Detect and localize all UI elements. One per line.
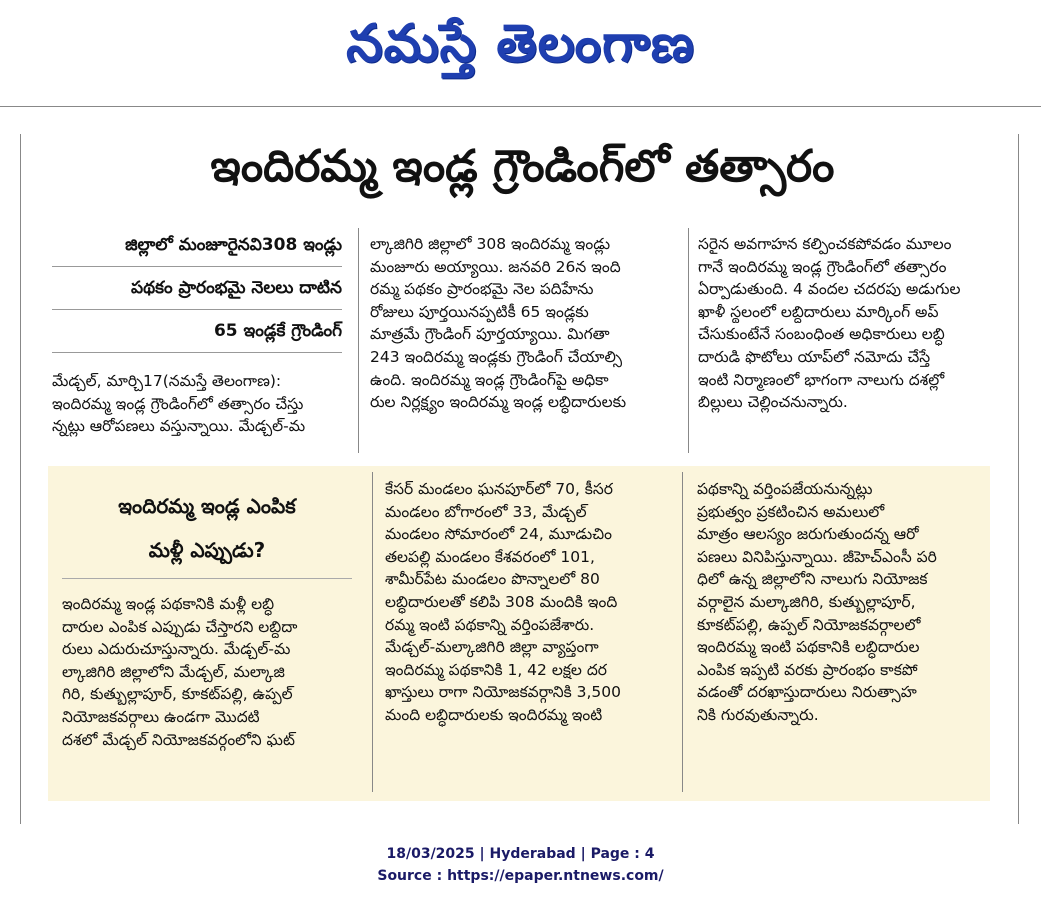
sidebar-column-2 (385, 478, 673, 727)
text-line: కూకట్‌పల్లి, ఉప్పల్ నియోజకవర్గాలలో (697, 615, 921, 634)
footer-date-line: 18/03/2025 | Hyderabad | Page : 4 (386, 846, 655, 862)
newspaper-logo: నమస్తే తెలంగాణ (346, 13, 695, 74)
text-line: రమ్మ ఇంటి పథకాన్ని వర్తింపజేశారు. (385, 615, 595, 634)
text-line: మండలం బోగారంలో 33, మేడ్చల్ (385, 502, 587, 521)
text-line: ఇందిరమ్మ ఇండ్ల పథకానికి మళ్లీ లబ్ధి (62, 595, 275, 613)
text-line: దారుడి ఫొటోలు యాప్‌లో నమోదు చేస్తే (698, 347, 931, 366)
subheads (52, 228, 342, 357)
text-line: ఏర్పాడుతుంది. 4 వందల చదరపు అడుగుల (698, 280, 961, 299)
text-line: ఇందిరమ్మ ఇంటి పథకానికి లబ్ధిదారుల (697, 638, 920, 657)
text-line: ఖాళీ స్థలంలో లబ్ధిదారులు మార్కింగ్ అప్ (698, 302, 939, 321)
text-line: మండలం సోమారంలో 24, మూడుచిం (385, 525, 612, 544)
text-line: న్నట్లు ఆరోపణలు వస్తున్నాయి. మేడ్చల్-మ (52, 417, 306, 436)
text-line: వడంతో దరఖాస్తుదారులు నిరుత్సాహ (697, 683, 917, 702)
text-line: ల్కాజిగిరి జిల్లాలో 308 ఇందిరమ్మ ఇండ్లు (370, 235, 611, 253)
article-column-3 (698, 233, 1010, 414)
text-line: మాత్రం ఆలస్యం జరుగుతుందన్న ఆరో (697, 525, 919, 544)
subhead-line: జిల్లాలో మంజూరైనవి308 ఇండ్లు (52, 228, 342, 267)
text-line: ఉంది. ఇందిరమ్మ ఇండ్ల గ్రౌండింగ్‌పై అధికా (370, 370, 609, 389)
footer-source-line: Source : https://epaper.ntnews.com/ (377, 868, 664, 884)
text-line: ల్కాజిగిరి జిల్లాలోని మేడ్చల్, మల్కాజి (62, 662, 285, 681)
text-line: ఇంటి నిర్మాణంలో భాగంగా నాలుగు దశల్లో (698, 370, 945, 389)
footer (0, 843, 1041, 887)
right-border (1018, 134, 1019, 824)
text-line: తలపల్లి మండలం కేశవరంలో 101, (385, 547, 595, 566)
text-line: మాత్రమే గ్రౌండింగ్ పూర్తయ్యాయి. మిగతా (370, 325, 610, 344)
left-border (20, 134, 21, 824)
sidebar-title-line: మళ్లీ ఎప్పుడు? (148, 538, 266, 562)
subhead-line: పథకం ప్రారంభమై నెలలు దాటిన (52, 271, 342, 310)
text-line: రుల నిర్లక్ష్యం ఇందిరమ్మ ఇండ్ల లబ్ధిదారులకు (370, 393, 627, 412)
text-line: ఖాస్తులు రాగా నియోజకవర్గానికి 3,500 (385, 683, 622, 702)
sidebar-title-line: ఇందిరమ్మ ఇండ్ల ఎంపిక (118, 494, 296, 518)
text-line: ఇందిరమ్మ ఇండ్ల గ్రౌండింగ్‌లో తత్సారం చేస్తు (52, 394, 304, 413)
text-line: రమ్మ పథకం ప్రారంభమై నెల పదిహేను (370, 280, 594, 299)
text-line: నికి గురవుతున్నారు. (697, 705, 819, 724)
text-line: 243 ఇందిరమ్మ ఇండ్లకు గ్రౌండింగ్ చేయాల్సి (370, 347, 623, 366)
column-divider (688, 228, 689, 453)
text-line: ఇందిరమ్మ పథకానికి 1, 42 లక్షల దర (385, 660, 607, 679)
sidebar-divider (372, 472, 373, 792)
text-line: గానే ఇందిరమ్మ ఇండ్ల గ్రౌండింగ్‌లో తత్సారం (698, 257, 947, 276)
sidebar-column-3 (697, 478, 982, 727)
sidebar-column-1 (62, 593, 362, 751)
text-line: ప్రభుత్వం ప్రకటించిన అమలులో (697, 502, 885, 521)
text-line: సరైన అవగాహన కల్పించకపోవడం మూలం (698, 235, 952, 253)
text-line: ఎంపిక ఇప్పటి వరకు ప్రారంభం కాకపో (697, 660, 918, 679)
text-line: కేసర్ మండలం ఘనపూర్‌లో 70, కీసర (385, 480, 613, 498)
text-line: బిల్లులు చెల్లించనున్నారు. (698, 393, 848, 412)
sidebar-title (62, 478, 352, 579)
text-line: శామీర్‌పేట మండలం పొన్నాలలో 80 (385, 570, 600, 589)
text-line: మంది లబ్ధిదారులకు ఇందిరమ్మ ఇంటి (385, 705, 603, 724)
text-line: లబ్ధిదారులతో కలిపి 308 మందికి ఇంది (385, 592, 618, 611)
text-line: రోజులు పూర్తయినప్పటికీ 65 ఇండ్లకు (370, 302, 589, 321)
article-column-1 (52, 370, 350, 438)
masthead (0, 0, 1041, 100)
text-line: పథకాన్ని వర్తింపజేయనున్నట్లు (697, 480, 873, 498)
text-line: వర్గాలైన మల్కాజిగిరి, కుత్బుల్లాపూర్, (697, 592, 916, 611)
text-line: మేడ్చల్-మల్కాజిగిరి జిల్లా వ్యాప్తంగా (385, 638, 599, 657)
headline: ఇందిరమ్మ ఇండ్ల గ్రౌండింగ్‌లో తత్సారం (210, 141, 835, 192)
article-column-2 (370, 233, 680, 414)
column-divider (358, 228, 359, 453)
text-line: దారుల ఎంపిక ఎప్పుడు చేస్తారని లబ్ధిదా (62, 617, 298, 636)
text-line: ధిలో ఉన్న జిల్లాలోని నాలుగు నియోజక (697, 570, 928, 589)
text-line: గిరి, కుత్బుల్లాపూర్, కూకట్‌పల్లి, ఉప్పల్ (62, 685, 293, 704)
text-line: దశలో మేడ్చల్ నియోజకవర్గంలోని ఘట్ (62, 730, 295, 749)
masthead-rule (0, 106, 1041, 107)
text-line: మంజూరు అయ్యాయి. జనవరి 26న ఇంది (370, 257, 621, 276)
sidebar-divider (682, 472, 683, 792)
text-line: రులు ఎదురుచూస్తున్నారు. మేడ్చల్-మ (62, 640, 291, 659)
text-line: మేడ్చల్, మార్చి17(నమస్తే తెలంగాణ): (52, 372, 282, 390)
text-line: చేసుకుంటేనే సంబంధింత అధికారులు లబ్ధి (698, 325, 945, 344)
text-line: నియోజకవర్గాలు ఉండగా మొదటి (62, 707, 260, 726)
text-line: పణలు వినిపిస్తున్నాయి. జీహెచ్ఎంసీ పరి (697, 547, 937, 566)
subhead-line: 65 ఇండ్లకే గ్రౌండింగ్ (52, 314, 342, 353)
